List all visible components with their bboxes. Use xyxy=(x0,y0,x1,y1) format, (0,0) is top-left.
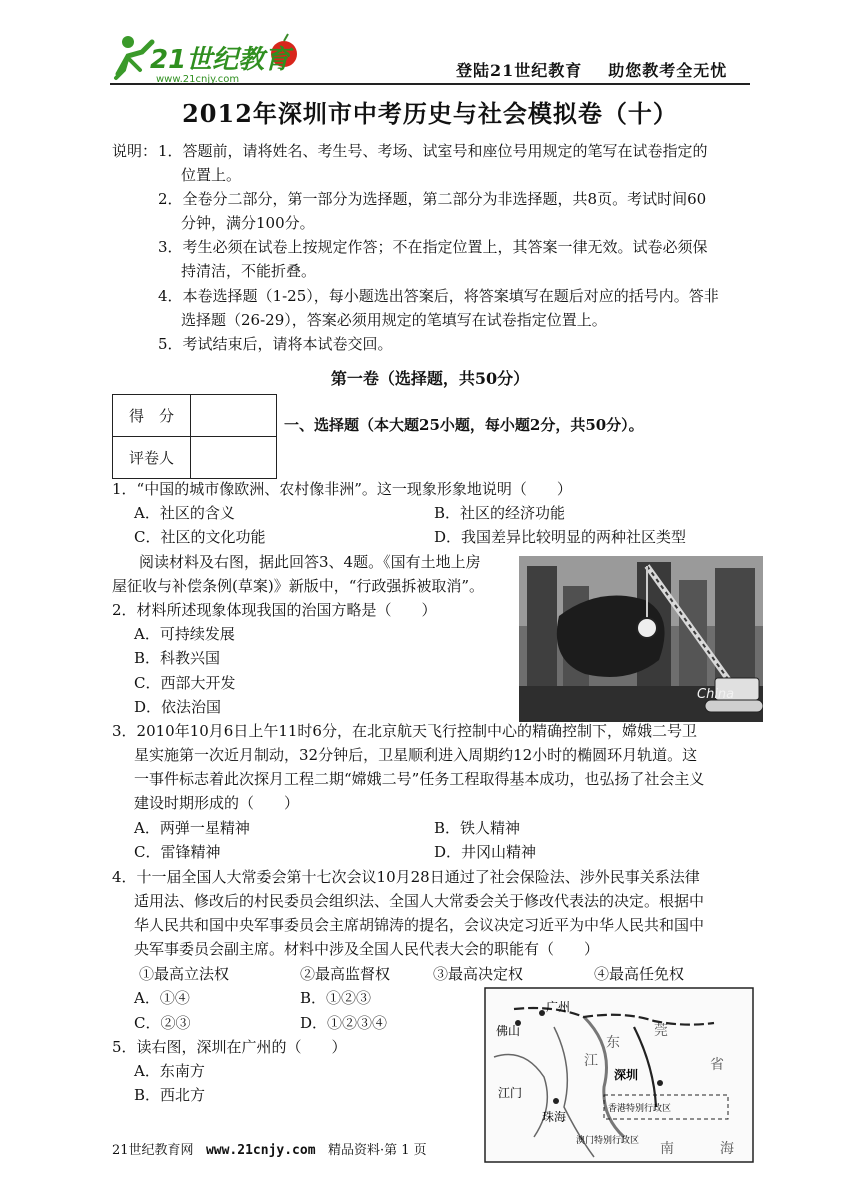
instruction-line: 位置上。 xyxy=(181,166,242,184)
instruction-line: 2．全卷分二部分，第一部分为选择题，第二部分为非选择题，共8页。考试时间60 xyxy=(158,190,707,208)
question-3-stem: 星实施第一次近月制动，32分钟后，卫星顺利进入周期约12小时的椭圆环月轨道。这 xyxy=(134,746,698,764)
page-footer xyxy=(112,1139,427,1158)
svg-text:www.21cnjy.com: www.21cnjy.com xyxy=(156,74,240,85)
question-3-option-d: D．井冈山精神 xyxy=(434,843,537,861)
question-4-option-b: B．①②③ xyxy=(300,989,372,1007)
question-4-item-2: ②最高监督权 xyxy=(300,965,391,983)
footer-url[interactable]: www.21cnjy.com xyxy=(205,1143,316,1158)
question-1-option-a: A．社区的含义 xyxy=(134,504,235,522)
score-label: 得 分 xyxy=(113,395,191,437)
map-label-foshan: 佛山 xyxy=(496,1024,521,1038)
material-text: 屋征收与补偿条例(草案)》新版中，“行政强拆被取消”。 xyxy=(112,577,485,595)
question-4-stem: 适用法、修改后的村民委员会组织法、全国人大常委会关于修改代表法的决定。根据中 xyxy=(134,892,705,910)
instruction-line: 5．考试结束后，请将本试卷交回。 xyxy=(158,335,393,353)
instruction-line: 1．答题前，请将姓名、考生号、考场、试室号和座位号用规定的笔写在试卷指定的 xyxy=(158,142,708,160)
question-1-stem: 1．“中国的城市像欧洲、农村像非洲”。这一现象形象地说明（ ） xyxy=(112,480,572,498)
question-4-stem: 4．十一届全国人大常委会第十七次会议10月28日通过了社会保险法、涉外民事关系法律 xyxy=(112,868,700,886)
svg-text:21世纪教育: 21世纪教育 xyxy=(150,45,291,75)
question-4-option-a: A．①④ xyxy=(134,989,190,1007)
question-5-option-a: A．东南方 xyxy=(134,1062,205,1080)
question-2-option-c: C．西部大开发 xyxy=(134,674,236,692)
instruction-line: 选择题（26-29），答案必须用规定的笔填写在试卷指定位置上。 xyxy=(181,311,607,329)
grader-field[interactable] xyxy=(191,437,277,479)
header-divider xyxy=(110,83,750,85)
score-box xyxy=(112,394,277,479)
image-watermark: China xyxy=(697,687,735,702)
question-3-option-a: A．两弹一星精神 xyxy=(134,819,250,837)
map-label-shenzhen: 深圳 xyxy=(614,1068,639,1082)
instruction-line: 3．考生必须在试卷上按规定作答；不在指定位置上，其答案一律无效。试卷必须保 xyxy=(158,238,708,256)
question-4-option-d: D．①②③④ xyxy=(300,1014,388,1032)
map-label-guangzhou: 广州 xyxy=(546,1000,571,1014)
question-4-stem: 华人民共和国中央军事委员会主席胡锦涛的提名，会议决定习近平为中华人民共和国中 xyxy=(134,916,705,934)
question-2-option-d: D．依法治国 xyxy=(134,698,222,716)
question-5-stem: 5．读右图，深圳在广州的（ ） xyxy=(112,1038,347,1056)
map-label-guan: 莞 xyxy=(654,1023,668,1039)
runner-icon xyxy=(116,36,152,78)
question-4-item-1: ①最高立法权 xyxy=(139,965,230,983)
instructions-label: 说明： xyxy=(112,142,158,160)
question-5-option-b: B．西北方 xyxy=(134,1086,206,1104)
map-label-dong: 东 xyxy=(606,1035,620,1051)
map-label-jiang: 江 xyxy=(584,1053,598,1069)
instruction-line: 持清洁，不能折叠。 xyxy=(181,262,317,280)
question-3-option-b: B．铁人精神 xyxy=(434,819,521,837)
footer-page: 精品资料·第 1 页 xyxy=(327,1143,427,1158)
question-3-stem: 建设时期形成的（ ） xyxy=(134,794,300,812)
question-4-item-4: ④最高任免权 xyxy=(594,965,685,983)
section-heading: 一、选择题（本大题25小题，每小题2分，共50分）。 xyxy=(284,416,644,434)
pearl-river-delta-map xyxy=(484,987,754,1163)
question-3-stem: 3．2010年10月6日上午11时6分，在北京航天飞行控制中心的精确控制下，嫦娥二号卫 xyxy=(112,722,697,740)
grader-label: 评卷人 xyxy=(113,437,191,479)
question-2-option-b: B．科教兴国 xyxy=(134,649,221,667)
question-1-option-d: D．我国差异比较明显的两种社区类型 xyxy=(434,528,687,546)
question-3-option-c: C．雷锋精神 xyxy=(134,843,221,861)
question-1-option-b: B．社区的经济功能 xyxy=(434,504,566,522)
map-label-sheng: 省 xyxy=(710,1057,724,1073)
part-one-title: 第一卷（选择题，共50分） xyxy=(330,369,530,388)
slogan-right: 助您教考全无忧 xyxy=(608,61,728,80)
question-2-option-a: A．可持续发展 xyxy=(134,625,235,643)
question-4-option-c: C．②③ xyxy=(134,1014,191,1032)
map-label-macau: 澳门特别行政区 xyxy=(576,1136,640,1146)
header-slogan xyxy=(456,58,727,81)
map-label-zhuhai: 珠海 xyxy=(542,1110,567,1124)
footer-site: 21世纪教育网 xyxy=(112,1143,194,1158)
question-2-stem: 2．材料所述现象体现我国的治国方略是（ ） xyxy=(112,601,437,619)
score-field[interactable] xyxy=(191,395,277,437)
instruction-line: 4．本卷选择题（1-25），每小题选出答案后，将答案填写在题后对应的括号内。答非 xyxy=(158,287,719,305)
question-1-option-c: C．社区的文化功能 xyxy=(134,528,266,546)
map-label-jiangmen: 江门 xyxy=(498,1086,523,1100)
question-4-item-3: ③最高决定权 xyxy=(433,965,524,983)
map-label-hai: 海 xyxy=(720,1141,734,1157)
page-title: 2012年深圳市中考历史与社会模拟卷（十） xyxy=(182,99,678,128)
demolition-illustration xyxy=(519,556,763,722)
map-label-hongkong: 香港特别行政区 xyxy=(608,1104,672,1114)
material-text: 阅读材料及右图，据此回答3、4题。《国有土地上房 xyxy=(139,553,481,571)
question-3-stem: 一事件标志着此次探月工程二期“嫦娥二号”任务工程取得基本成功，也弘扬了社会主义 xyxy=(134,770,705,788)
site-logo xyxy=(112,30,312,88)
instruction-line: 分钟，满分100分。 xyxy=(181,214,315,232)
slogan-left: 登陆21世纪教育 xyxy=(456,61,583,80)
question-4-stem: 央军事委员会副主席。材料中涉及全国人民代表大会的职能有（ ） xyxy=(134,940,600,958)
map-label-nan: 南 xyxy=(660,1141,674,1157)
